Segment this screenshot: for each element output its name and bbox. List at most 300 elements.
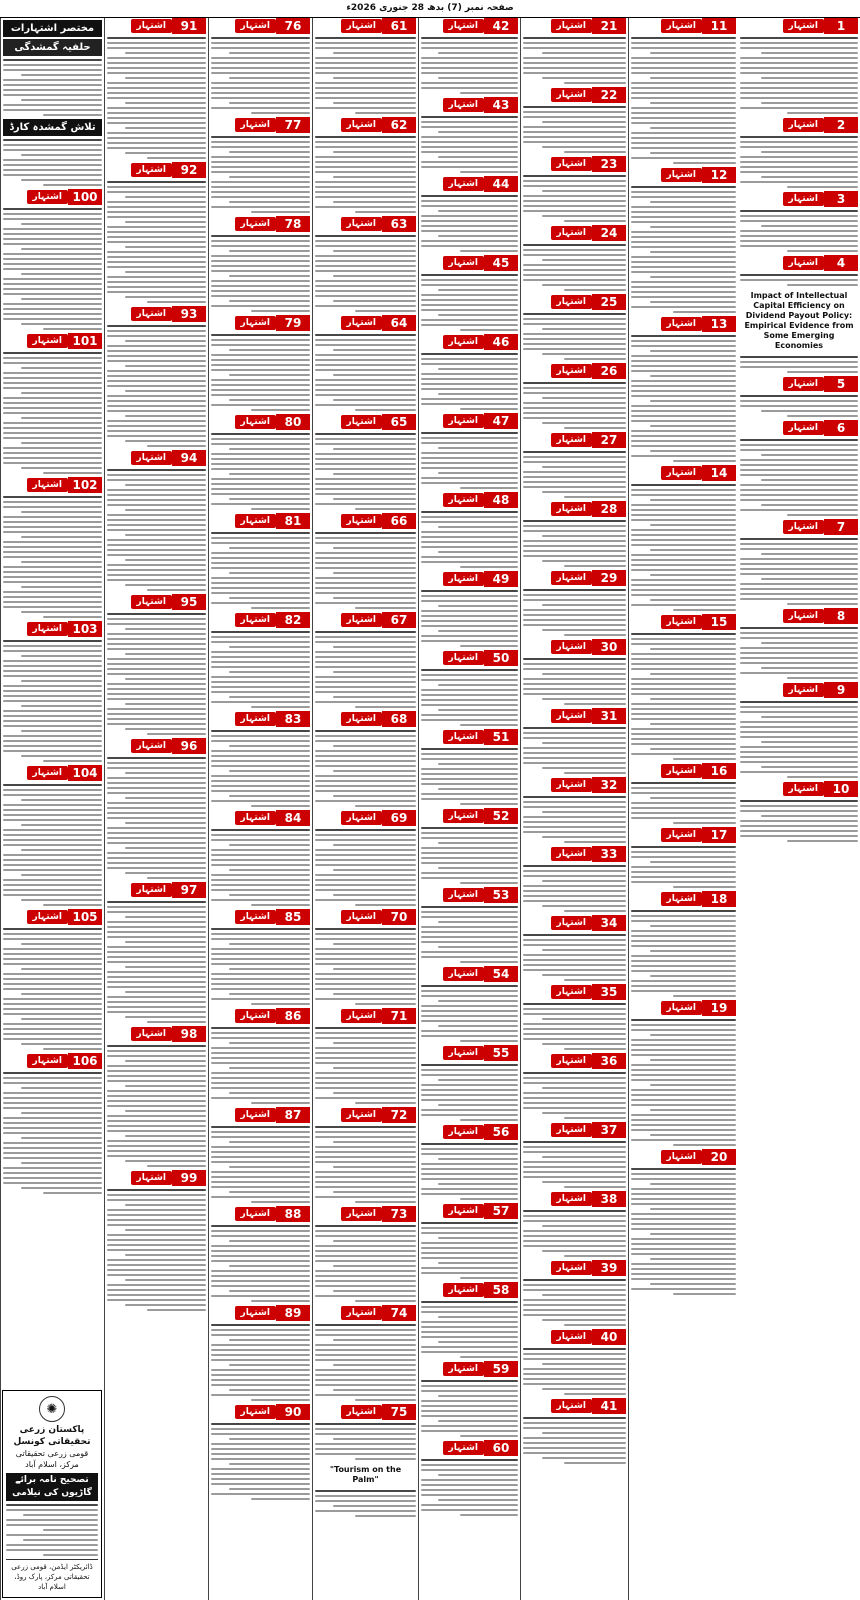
ad-text-lines <box>3 928 102 1050</box>
ad-number: 5 <box>824 376 858 392</box>
ad-tag-badge: اشتہار <box>341 19 382 33</box>
classified-ad <box>523 846 626 912</box>
ad-header <box>740 18 858 34</box>
classified-ad <box>211 1305 310 1401</box>
ad-number: 72 <box>382 1107 416 1123</box>
ad-header <box>523 1053 626 1069</box>
ad-number: 10 <box>824 781 858 797</box>
classified-ad <box>211 711 310 807</box>
ad-tag-badge: اشتہار <box>341 415 382 429</box>
classified-ad <box>315 1107 416 1203</box>
ad-text-lines <box>421 1143 518 1200</box>
ad-header <box>315 315 416 331</box>
ad-text-lines <box>631 186 736 313</box>
ad-text-lines <box>315 532 416 609</box>
ad-number: 61 <box>382 18 416 34</box>
ad-text-lines <box>211 334 310 411</box>
ad-tag-badge: اشتہار <box>235 1306 276 1320</box>
ad-text-lines <box>107 757 206 879</box>
ad-org-name: پاکستان زرعی تحقیقاتی کونسل <box>13 1425 91 1447</box>
ad-header <box>740 191 858 207</box>
ad-number: 28 <box>592 501 626 517</box>
ad-tag-badge: اشتہار <box>443 1441 484 1455</box>
ad-header <box>421 255 518 271</box>
ad-tag-badge: اشتہار <box>443 256 484 270</box>
ad-notice-lines <box>6 1504 98 1556</box>
ad-tag-badge: اشتہار <box>235 910 276 924</box>
ad-tag-badge: اشتہار <box>341 1405 382 1419</box>
ad-header <box>315 810 416 826</box>
classified-ad <box>211 315 310 411</box>
ad-text-lines <box>740 274 858 286</box>
ad-number: 30 <box>592 639 626 655</box>
ad-number: 59 <box>484 1361 518 1377</box>
ad-header <box>421 1282 518 1298</box>
classified-ad <box>211 18 310 114</box>
ad-text-lines <box>315 928 416 1005</box>
ad-tag-badge: اشتہار <box>551 1330 592 1344</box>
classified-ad <box>523 18 626 84</box>
ad-text-lines <box>523 796 626 843</box>
ad-tag-badge: اشتہار <box>341 613 382 627</box>
ad-text-lines <box>211 928 310 1005</box>
classified-ad <box>3 333 102 474</box>
ad-tag-badge: اشتہار <box>551 847 592 861</box>
classified-ad <box>740 18 858 114</box>
ad-text-lines <box>315 1324 416 1401</box>
ad-tag-badge: اشتہار <box>783 192 824 206</box>
classified-ad <box>315 1305 416 1401</box>
ad-header <box>523 1398 626 1414</box>
ad-number: 46 <box>484 334 518 350</box>
classified-ad <box>740 519 858 605</box>
ad-number: 81 <box>276 513 310 529</box>
classified-ad <box>211 1008 310 1104</box>
ad-header <box>523 915 626 931</box>
ad-number: 31 <box>592 708 626 724</box>
ad-number: 22 <box>592 87 626 103</box>
ad-tag-badge: اشتہار <box>551 1123 592 1137</box>
ad-text-lines <box>3 784 102 906</box>
ad-text-lines <box>315 1490 416 1517</box>
ad-tag-badge: اشتہار <box>551 295 592 309</box>
sidebar-heading: حلفیہ گمشدگی <box>3 39 102 56</box>
ad-text-lines <box>211 136 310 213</box>
ad-tag-badge: اشتہار <box>443 414 484 428</box>
ad-number: 2 <box>824 117 858 133</box>
ad-number: 48 <box>484 492 518 508</box>
ad-number: 40 <box>592 1329 626 1345</box>
ad-header <box>740 608 858 624</box>
classified-ad <box>107 882 206 1023</box>
ad-tag-badge: اشتہار <box>783 683 824 697</box>
ad-number: 6 <box>824 420 858 436</box>
ad-number: 90 <box>276 1404 310 1420</box>
ad-header <box>421 1361 518 1377</box>
ad-header <box>523 501 626 517</box>
ad-header <box>3 189 102 205</box>
ad-text-lines <box>211 1423 310 1500</box>
ad-tag-badge: اشتہار <box>661 764 702 778</box>
ad-text-lines <box>740 356 858 373</box>
classified-ad <box>631 167 736 313</box>
ad-text-lines <box>107 181 206 303</box>
ad-tag-badge: اشتہار <box>443 967 484 981</box>
ad-tag-badge: اشتہار <box>131 163 172 177</box>
ad-header <box>315 1404 416 1420</box>
ad-tag-badge: اشتہار <box>783 609 824 623</box>
ad-text-lines <box>523 106 626 153</box>
ad-tag-badge: اشتہار <box>443 1204 484 1218</box>
ad-number: 104 <box>68 765 102 781</box>
ad-text-lines <box>315 730 416 807</box>
ad-header <box>523 432 626 448</box>
classified-ad <box>421 334 518 410</box>
ad-number: 79 <box>276 315 310 331</box>
ad-org-sub: قومی زرعی تحقیقاتی مرکز، اسلام آباد <box>15 1449 89 1469</box>
ad-text-lines <box>523 589 626 636</box>
ad-header <box>421 334 518 350</box>
classified-ad <box>523 294 626 360</box>
classified-ad <box>740 608 858 679</box>
ad-tag-badge: اشتہار <box>443 730 484 744</box>
ad-tag-badge: اشتہار <box>443 98 484 112</box>
ad-header <box>740 420 858 436</box>
ad-header <box>740 519 858 535</box>
ad-header <box>421 97 518 113</box>
ad-text-lines <box>631 782 736 824</box>
ad-tag-badge: اشتہار <box>341 1009 382 1023</box>
ad-tag-badge: اشتہار <box>551 709 592 723</box>
ad-text-lines <box>523 520 626 567</box>
ad-tag-badge: اشتہار <box>341 316 382 330</box>
ad-text-lines <box>523 313 626 360</box>
ad-number: 44 <box>484 176 518 192</box>
ad-header <box>631 167 736 183</box>
ad-number: 70 <box>382 909 416 925</box>
ad-header <box>523 1329 626 1345</box>
ad-tag-badge: اشتہار <box>443 177 484 191</box>
ad-tag-badge: اشتہار <box>341 712 382 726</box>
ad-number: 58 <box>484 1282 518 1298</box>
classified-ad <box>740 117 858 188</box>
ad-tag-badge: اشتہار <box>131 451 172 465</box>
classified-ad <box>523 984 626 1050</box>
classified-ad <box>523 1398 626 1464</box>
ad-number: 13 <box>702 316 736 332</box>
ad-text-lines <box>631 633 736 760</box>
ad-header <box>315 711 416 727</box>
ad-header <box>315 414 416 430</box>
classified-ad <box>107 306 206 447</box>
ad-text-lines <box>421 1380 518 1437</box>
ad-text-lines <box>421 590 518 647</box>
classified-ad <box>211 909 310 1005</box>
ad-number: 57 <box>484 1203 518 1219</box>
ad-number: 74 <box>382 1305 416 1321</box>
ad-tag-badge: اشتہار <box>235 1207 276 1221</box>
ad-tag-badge: اشتہار <box>27 766 68 780</box>
ad-header <box>523 639 626 655</box>
ad-number: 4 <box>824 255 858 271</box>
ad-number: 41 <box>592 1398 626 1414</box>
ad-header <box>3 909 102 925</box>
ad-tag-badge: اشتہار <box>661 19 702 33</box>
ad-header <box>421 1124 518 1140</box>
classified-ad <box>421 966 518 1042</box>
ad-header <box>523 1122 626 1138</box>
ad-number: 35 <box>592 984 626 1000</box>
ad-tag-badge: اشتہار <box>131 1027 172 1041</box>
ad-number: 85 <box>276 909 310 925</box>
ad-header <box>421 18 518 34</box>
ad-tag-badge: اشتہار <box>661 615 702 629</box>
ad-number: 43 <box>484 97 518 113</box>
ad-header <box>631 827 736 843</box>
ad-header <box>523 1260 626 1276</box>
classified-ad <box>211 414 310 510</box>
classified-ad <box>315 18 416 114</box>
ad-number: 9 <box>824 682 858 698</box>
ad-tag-badge: اشتہار <box>235 613 276 627</box>
ad-number: 54 <box>484 966 518 982</box>
ad-text-lines <box>421 1459 518 1516</box>
classified-ad <box>3 909 102 1050</box>
ad-tag-badge: اشتہار <box>27 910 68 924</box>
classified-ad <box>315 513 416 609</box>
ad-text-lines <box>315 334 416 411</box>
ad-number: 49 <box>484 571 518 587</box>
ad-number: 1 <box>824 18 858 34</box>
classified-ad <box>523 708 626 774</box>
classified-ad <box>523 1122 626 1188</box>
ad-number: 47 <box>484 413 518 429</box>
ad-number: 50 <box>484 650 518 666</box>
classified-ad <box>3 1053 102 1194</box>
ad-tag-badge: اشتہار <box>783 421 824 435</box>
ad-tag-badge: اشتہار <box>235 1405 276 1419</box>
ad-text-lines <box>211 1225 310 1302</box>
classified-ad <box>740 376 858 417</box>
ad-header <box>421 729 518 745</box>
ad-text-lines <box>740 701 858 778</box>
ad-number: 68 <box>382 711 416 727</box>
ad-tag-badge: اشتہار <box>131 19 172 33</box>
ad-number: 82 <box>276 612 310 628</box>
ad-number: 23 <box>592 156 626 172</box>
ad-text-lines <box>631 846 736 888</box>
ad-tag-badge: اشتہار <box>235 118 276 132</box>
ad-header <box>3 477 102 493</box>
classified-ad <box>421 1361 518 1437</box>
ad-tag-badge: اشتہار <box>551 226 592 240</box>
ad-number: 105 <box>68 909 102 925</box>
classified-ad <box>211 117 310 213</box>
ad-text-lines <box>523 37 626 84</box>
ad-header <box>211 18 310 34</box>
ad-tag-badge: اشتہار <box>341 910 382 924</box>
ad-header <box>211 414 310 430</box>
ad-header <box>315 1107 416 1123</box>
classified-ad <box>315 414 416 510</box>
classified-ad <box>421 729 518 805</box>
ad-number: 32 <box>592 777 626 793</box>
ad-number: 101 <box>68 333 102 349</box>
ad-number: 92 <box>172 162 206 178</box>
classified-ad <box>211 810 310 906</box>
classified-ad <box>523 777 626 843</box>
ad-header <box>421 492 518 508</box>
ad-header <box>421 571 518 587</box>
ad-header <box>107 162 206 178</box>
classified-ad <box>523 1053 626 1119</box>
classified-ad <box>315 909 416 1005</box>
ad-text-lines <box>523 451 626 498</box>
ad-tag-badge: اشتہار <box>235 1108 276 1122</box>
ad-text-lines <box>523 175 626 222</box>
ad-column <box>418 18 520 1600</box>
classified-ad <box>211 612 310 708</box>
ad-header <box>211 1206 310 1222</box>
ad-header <box>211 909 310 925</box>
ad-text-lines <box>523 865 626 912</box>
ad-number: 60 <box>484 1440 518 1456</box>
ad-text-lines <box>315 1423 416 1460</box>
ad-text-lines <box>211 829 310 906</box>
ad-number: 98 <box>172 1026 206 1042</box>
ad-footer: ڈائریکٹر ایڈمن، قومی زرعی تحقیقاتی مرکز، پارک روڈ، اسلام آباد <box>6 1559 98 1592</box>
classified-ad <box>740 191 858 252</box>
classified-ad <box>523 87 626 153</box>
ad-number: 77 <box>276 117 310 133</box>
ad-header <box>631 18 736 34</box>
emblem-icon: ✺ <box>39 1396 65 1422</box>
ad-text-lines <box>421 37 518 94</box>
ad-number: 21 <box>592 18 626 34</box>
ad-tag-badge: اشتہار <box>443 1046 484 1060</box>
ad-tag-badge: اشتہار <box>27 478 68 492</box>
classified-ad <box>523 1260 626 1326</box>
classified-ad <box>421 1124 518 1200</box>
classified-ad <box>523 1191 626 1257</box>
ad-tag-badge: اشتہار <box>551 1399 592 1413</box>
classified-ad <box>523 225 626 291</box>
ad-header <box>523 777 626 793</box>
ad-tag-badge: اشتہار <box>27 622 68 636</box>
ad-text-lines <box>107 613 206 735</box>
ad-tag-badge: اشتہار <box>235 415 276 429</box>
ad-column <box>208 18 312 1600</box>
ad-tag-badge: اشتہار <box>443 888 484 902</box>
ad-number: 78 <box>276 216 310 232</box>
ad-text-lines <box>421 748 518 805</box>
ad-text-lines <box>740 800 858 842</box>
ad-header <box>3 621 102 637</box>
classified-ad <box>421 176 518 252</box>
classified-ad <box>523 501 626 567</box>
classified-ad <box>107 1026 206 1167</box>
ad-text-lines <box>315 1126 416 1203</box>
ad-number: 67 <box>382 612 416 628</box>
ad-number: 3 <box>824 191 858 207</box>
ad-header <box>107 1026 206 1042</box>
classified-ad <box>107 18 206 159</box>
ad-column <box>738 18 860 1600</box>
ad-tag-badge: اشتہار <box>551 916 592 930</box>
ad-header <box>211 1404 310 1420</box>
ad-tag-badge: اشتہار <box>443 1283 484 1297</box>
ad-text-lines <box>740 439 858 516</box>
classified-ad <box>421 1203 518 1279</box>
ad-number: 84 <box>276 810 310 826</box>
classified-ad <box>740 781 858 842</box>
classified-ad <box>631 614 736 760</box>
ad-header <box>211 1107 310 1123</box>
ad-header <box>421 1203 518 1219</box>
ad-header <box>211 117 310 133</box>
ad-number: 76 <box>276 18 310 34</box>
ad-text-lines <box>740 627 858 679</box>
ad-header <box>315 216 416 232</box>
ad-header <box>740 781 858 797</box>
ad-header <box>315 909 416 925</box>
page-header-title: صفحہ نمبر (7) بدھ 28 جنوری 2026ء <box>346 3 514 13</box>
ad-tag-badge: اشتہار <box>661 892 702 906</box>
ad-tag-badge: اشتہار <box>551 364 592 378</box>
classified-ad <box>315 117 416 213</box>
ad-text-lines <box>315 37 416 114</box>
ad-tag-badge: اشتہار <box>443 1125 484 1139</box>
ad-number: 96 <box>172 738 206 754</box>
classified-ad <box>107 1170 206 1311</box>
ad-number: 97 <box>172 882 206 898</box>
ad-text-lines <box>421 827 518 884</box>
ad-text-lines <box>107 1045 206 1167</box>
english-title: Impact of Intellectual Capital Efficiency on Dividend Payout Policy: Empirical Evidence from Some Emerging Economies <box>744 291 854 350</box>
ad-tag-badge: اشتہار <box>341 1306 382 1320</box>
ad-text-lines <box>740 538 858 605</box>
ad-text-lines <box>3 640 102 762</box>
ad-tag-badge: اشتہار <box>783 520 824 534</box>
classified-ad <box>631 1000 736 1146</box>
ad-text-lines <box>523 658 626 705</box>
ad-number: 64 <box>382 315 416 331</box>
ad-number: 66 <box>382 513 416 529</box>
classified-ad <box>315 1404 416 1517</box>
classified-ad <box>421 571 518 647</box>
ad-header <box>3 333 102 349</box>
ad-number: 29 <box>592 570 626 586</box>
ad-tag-badge: اشتہار <box>235 19 276 33</box>
ad-header <box>315 18 416 34</box>
ad-number: 53 <box>484 887 518 903</box>
ad-number: 34 <box>592 915 626 931</box>
ad-header <box>523 846 626 862</box>
ad-number: 51 <box>484 729 518 745</box>
ad-number: 106 <box>68 1053 102 1069</box>
ad-text-lines <box>631 1168 736 1295</box>
ad-header <box>631 1000 736 1016</box>
ad-header <box>211 1305 310 1321</box>
classified-ad <box>740 682 858 778</box>
classified-ad <box>107 738 206 879</box>
ad-number: 65 <box>382 414 416 430</box>
ad-header <box>107 882 206 898</box>
classified-ad <box>740 255 858 373</box>
classified-ad <box>3 765 102 906</box>
classified-ad <box>315 711 416 807</box>
classified-ad <box>421 18 518 94</box>
